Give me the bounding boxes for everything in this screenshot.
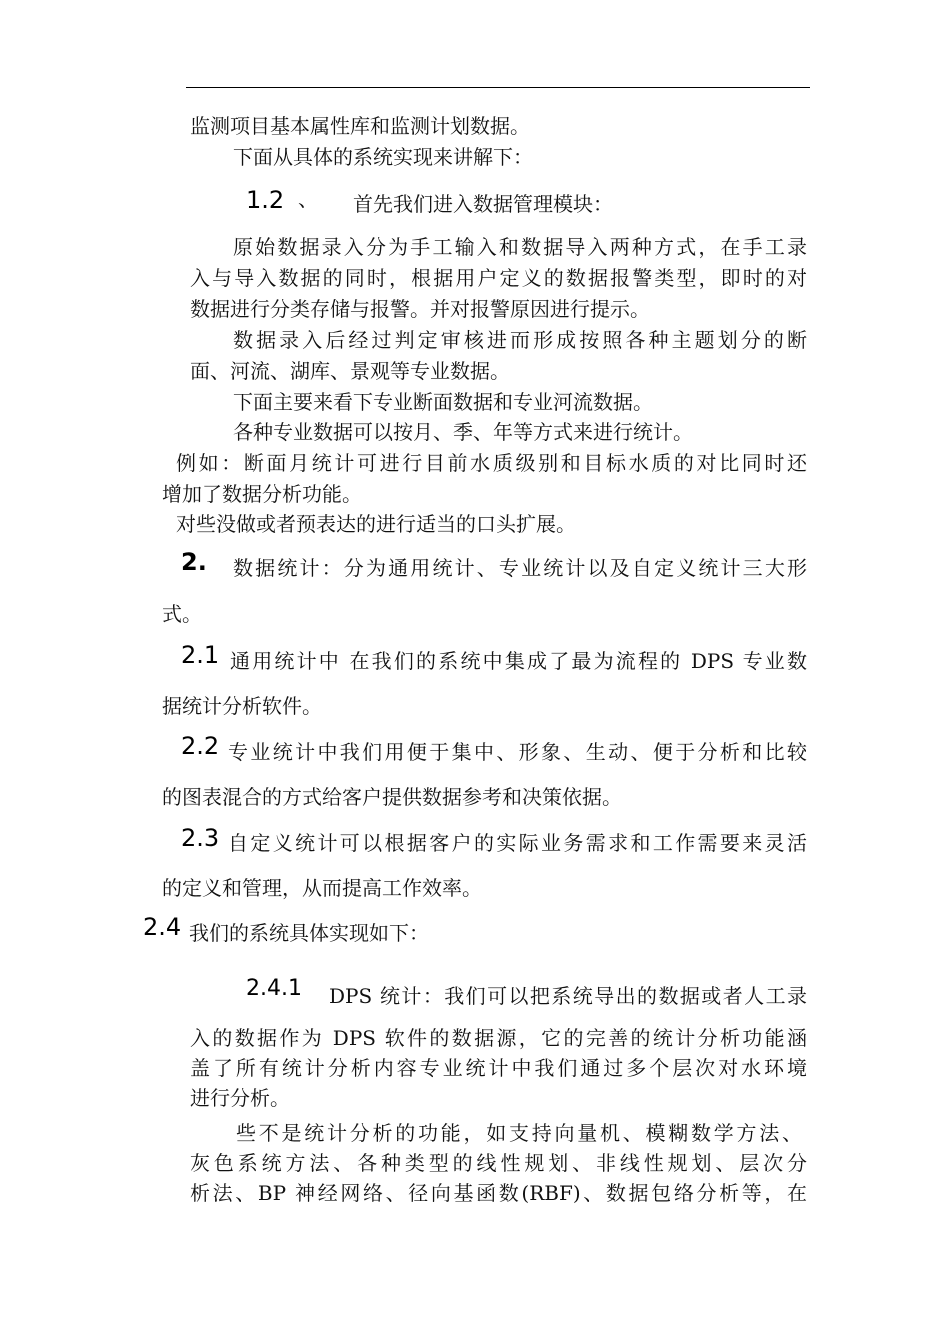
paragraph-line: 例如：断面月统计可进行目前水质级别和目标水质的对比同时还 <box>176 451 807 475</box>
paragraph-line: 的定义和管理，从而提高工作效率。 <box>162 876 482 900</box>
paragraph-line: 监测项目基本属性库和监测计划数据。 <box>190 114 530 138</box>
header-rule <box>186 87 810 88</box>
paragraph-line: DPS 统计：我们可以把系统导出的数据或者人工录 <box>329 984 807 1008</box>
section-number: 2.4 <box>143 913 182 941</box>
paragraph-line: 我们的系统具体实现如下： <box>189 921 429 945</box>
paragraph-line: 式。 <box>162 602 202 626</box>
paragraph-line: 些不是统计分析的功能，如支持向量机、模糊数学方法、 <box>236 1121 802 1145</box>
section-number-separator: 、 <box>298 187 318 211</box>
section-heading: 首先我们进入数据管理模块： <box>353 192 613 216</box>
paragraph-line: 灰色系统方法、各种类型的线性规划、非线性规划、层次分 <box>190 1151 807 1175</box>
paragraph-line: 对些没做或者预表达的进行适当的口头扩展。 <box>176 512 576 536</box>
paragraph-line: 入与导入数据的同时，根据用户定义的数据报警类型，即时的对 <box>190 266 807 290</box>
section-number: 2.1 <box>181 641 220 669</box>
paragraph-line: 专业统计中我们用便于集中、形象、生动、便于分析和比较 <box>228 740 807 764</box>
paragraph-line: 各种专业数据可以按月、季、年等方式来进行统计。 <box>233 420 693 444</box>
paragraph-line: 入的数据作为 DPS 软件的数据源，它的完善的统计分析功能涵 <box>190 1026 807 1050</box>
paragraph-line: 数据录入后经过判定审核进而形成按照各种主题划分的断 <box>233 328 807 352</box>
paragraph-line: 自定义统计可以根据客户的实际业务需求和工作需要来灵活 <box>228 831 807 855</box>
paragraph-line: 进行分析。 <box>190 1086 290 1110</box>
section-number: 2.3 <box>181 824 220 852</box>
section-number: 2.2 <box>181 732 220 760</box>
paragraph-line: 下面主要来看下专业断面数据和专业河流数据。 <box>233 390 653 414</box>
paragraph-line: 析法、BP 神经网络、径向基函数(RBF)、数据包络分析等，在 <box>190 1181 807 1205</box>
paragraph-line: 增加了数据分析功能。 <box>162 482 362 506</box>
paragraph-line: 据统计分析软件。 <box>162 694 322 718</box>
section-number: 2.4.1 <box>246 976 302 1001</box>
paragraph-line: 的图表混合的方式给客户提供数据参考和决策依据。 <box>162 785 622 809</box>
section-number: 1.2 <box>246 186 285 214</box>
paragraph-line: 数据进行分类存储与报警。并对报警原因进行提示。 <box>190 297 650 321</box>
paragraph-line: 数据统计：分为通用统计、专业统计以及自定义统计三大形 <box>233 556 807 580</box>
section-number: 2. <box>181 548 207 576</box>
paragraph-line: 面、河流、湖库、景观等专业数据。 <box>190 359 510 383</box>
paragraph-line: 通用统计中 在我们的系统中集成了最为流程的 DPS 专业数 <box>230 649 807 673</box>
paragraph-line: 盖了所有统计分析内容专业统计中我们通过多个层次对水环境 <box>190 1056 807 1080</box>
paragraph-line: 原始数据录入分为手工输入和数据导入两种方式，在手工录 <box>233 235 807 259</box>
paragraph-line: 下面从具体的系统实现来讲解下： <box>233 145 533 169</box>
